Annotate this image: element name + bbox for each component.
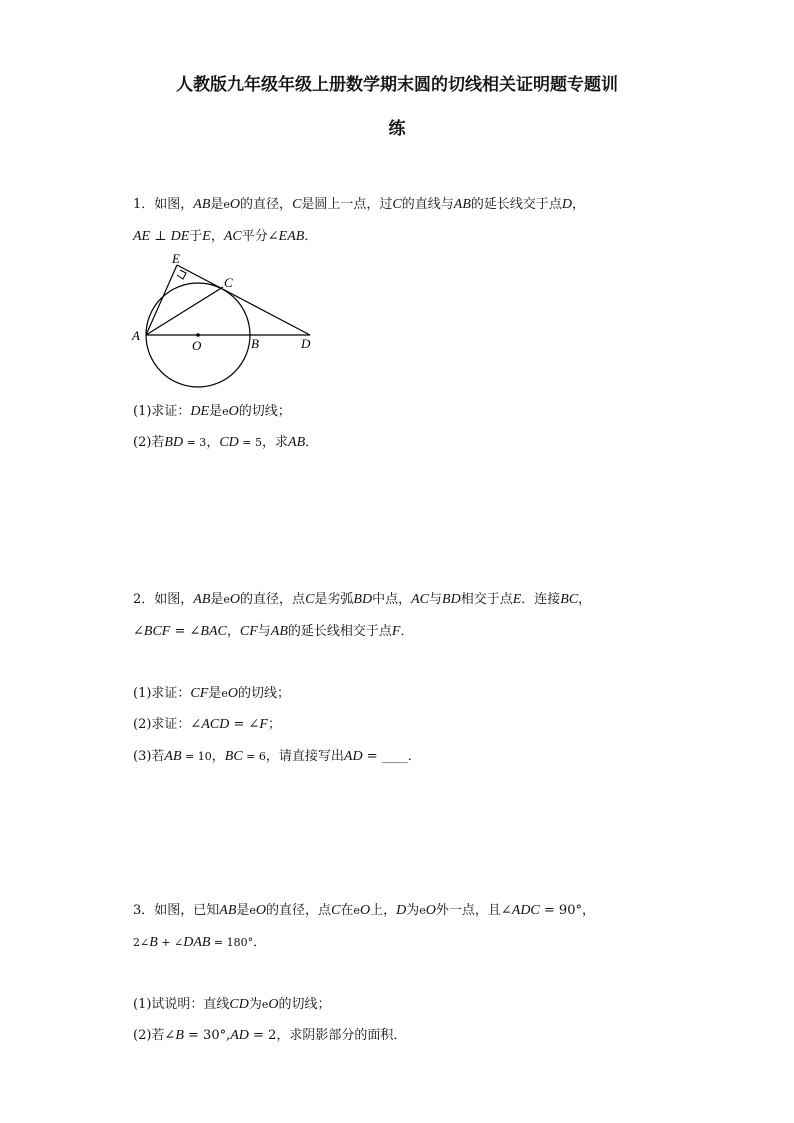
q1-part-2: (2)若BD = 3，CD = 5，求AB． (133, 435, 319, 450)
q1-stem-line-1: 1．如图，AB是eO的直径，C是圆上一点，过C的直线与AB的延长线交于点D， (133, 197, 586, 212)
q2-stem-line-2: ∠BCF = ∠BAC，CF与AB的延长线相交于点F． (133, 624, 414, 639)
segment-ae (146, 265, 177, 335)
segment-ed (177, 265, 310, 335)
q1-figure (125, 248, 325, 393)
q1-part-1: (1)求证：DE是eO的切线； (133, 404, 291, 419)
q2-part-2: (2)求证：∠ACD = ∠F； (133, 717, 281, 732)
q3-stem-line-2: 2∠B + ∠DAB = 180°． (133, 935, 267, 950)
right-angle-mark (177, 270, 186, 279)
page-title-line-2: 练 (388, 119, 406, 139)
q2-part-1: (1)求证：CF是eO的切线； (133, 686, 290, 701)
label-e: E (172, 251, 180, 266)
q3-part-2: (2)若∠B = 30°,AD = 2，求阴影部分的面积． (133, 1028, 407, 1043)
label-c: C (224, 275, 233, 290)
segment-ac (146, 287, 223, 335)
label-b: B (251, 336, 259, 351)
q2-part-3: (3)若AB = 10，BC = 6，请直接写出AD = ____． (133, 749, 421, 764)
q3-part-1: (1)试说明：直线CD为eO的切线； (133, 997, 331, 1012)
page-title-line-1: 人教版九年级年级上册数学期末圆的切线相关证明题专题训 (176, 75, 618, 95)
q1-stem-line-2: AE ⊥ DE于E，AC平分∠EAB． (133, 229, 318, 244)
label-d: D (301, 336, 311, 351)
center-dot (196, 333, 200, 337)
label-o: O (192, 338, 202, 353)
q2-stem-line-1: 2．如图，AB是eO的直径，点C是劣弧BD中点，AC与BD相交于点E．连接BC， (133, 592, 592, 607)
q3-stem-line-1: 3．如图，已知AB是eO的直径，点C在eO上，D为eO外一点，且∠ADC = 90°， (133, 903, 595, 918)
label-a: A (132, 328, 140, 343)
